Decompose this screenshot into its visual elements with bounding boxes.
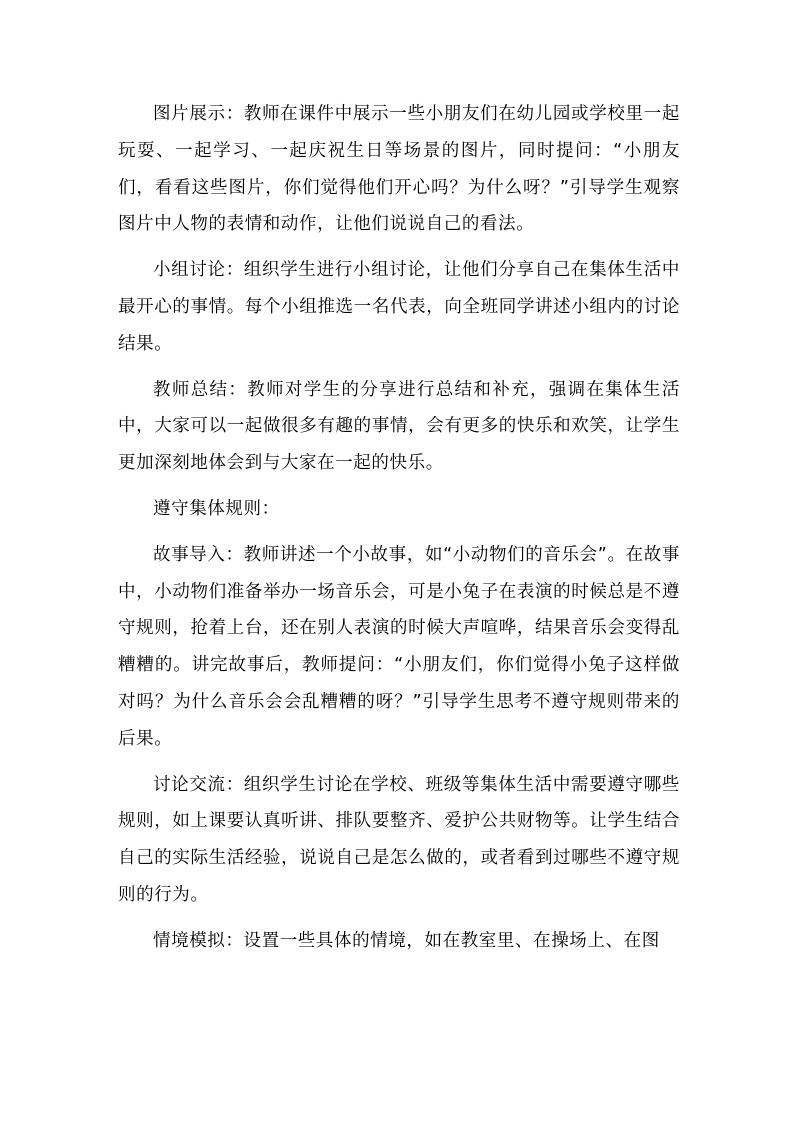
paragraph-scenario-simulation: 情境模拟：设置一些具体的情境，如在教室里、在操场上、在图 [153,930,660,951]
paragraph-story-intro: 故事导入：教师讲述一个小故事，如“小动物们的音乐会”。在故事中，小动物们准备举办一场音乐会，可是小兔子在表演的时候总是不遵守规则，抢着上台，还在别人表演的时候大声喧哗，结果音乐会变得乱糟糟的。讲完故事后，教师提问：“小朋友们，你们觉得小兔子这样做对吗？为什么音乐会会乱糟糟的呀？”引导学生思考不遵守规则带来的后果。 [118,544,680,749]
paragraph-discussion-exchange: 讨论交流：组织学生讨论在学校、班级等集体生活中需要遵守哪些规则，如上课要认真听讲、排队要整齐、爱护公共财物等。让学生结合自己的实际生活经验，说说自己是怎么做的，或者看到过哪些不遵守规则的行为。 [118,774,680,905]
paragraph-teacher-summary: 教师总结：教师对学生的分享进行总结和补充，强调在集体生活中，大家可以一起做很多有趣的事情，会有更多的快乐和欢笑，让学生更加深刻地体会到与大家在一起的快乐。 [118,379,680,474]
document-body [118,96,680,969]
paragraph-group-discussion: 小组讨论：组织学生进行小组讨论，让他们分享自己在集体生活中最开心的事情。每个小组推选一名代表，向全班同学讲述小组内的讨论结果。 [118,260,680,354]
paragraph-picture-display: 图片展示：教师在课件中展示一些小朋友们在幼儿园或学校里一起玩耍、一起学习、一起庆祝生日等场景的图片，同时提问：“小朋友们，看看这些图片，你们觉得他们开心吗？为什么呀？”引导学生观察图片中人物的表情和动作，让他们说说自己的看法。 [118,104,680,235]
section-heading-rules: 遵守集体规则： [153,498,280,519]
